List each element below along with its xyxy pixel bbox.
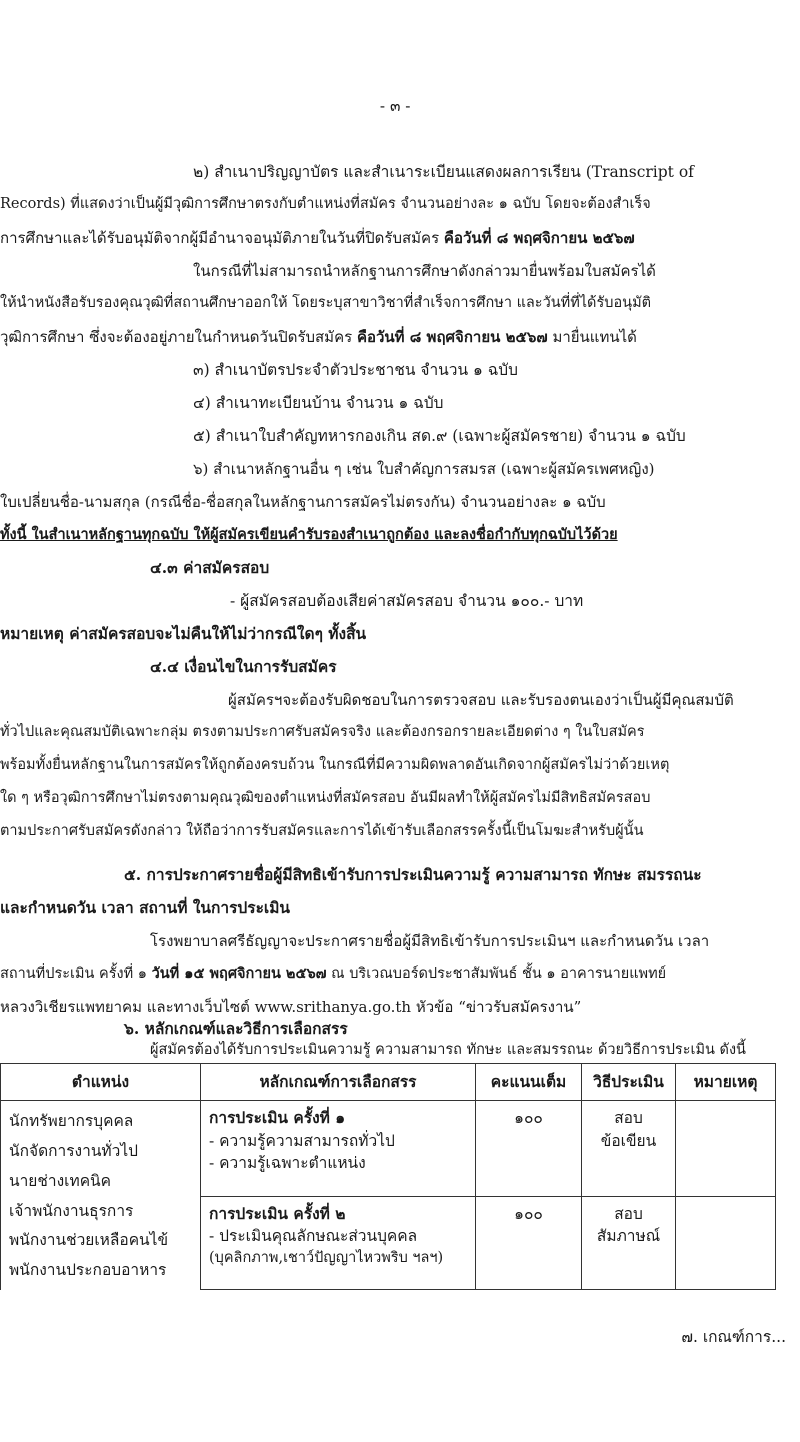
- fee-text: - ผู้สมัครสอบต้องเสียค่าสมัครสอบ จำนวน ๑๐๐.- บาท: [230, 592, 584, 610]
- certify-note: ทั้งนี้ ในสำเนาหลักฐานทุกฉบับ ให้ผู้สมัครเขียนคำรับรองสำเนาถูกต้อง และลงชื่อกำกับทุกฉบับไว้ด้วย: [0, 526, 618, 543]
- header-position: ตำแหน่ง: [1, 1064, 201, 1101]
- position-item: นักจัดการงานทั่วไป: [9, 1142, 138, 1161]
- round-1-title: การประเมิน ครั้งที่ ๑: [209, 1108, 346, 1128]
- round-2-method-line: สัมภาษณ์: [596, 1227, 661, 1246]
- item-2-line-3-text: การศึกษาและได้รับอนุมัติจากผู้มีอำนาจอนุมัติภายในวันที่ปิดรับสมัคร: [0, 229, 440, 247]
- position-item: พนักงานช่วยเหลือคนไข้: [9, 1231, 169, 1250]
- round-2-remark: [676, 1196, 776, 1290]
- section-5-line-1: โรงพยาบาลศรีธัญญาจะประกาศรายชื่อผู้มีสิทธิเข้ารับการประเมินฯ และกำหนดวัน เวลา: [150, 932, 710, 950]
- conditions-line-3: พร้อมทั้งยื่นหลักฐานในการสมัครให้ถูกต้องครบถ้วน ในกรณีที่มีความผิดพลาดอันเกิดจากผู้สมัครไม่ว่าด้วยเหตุ: [0, 757, 670, 773]
- position-item: นักทรัพยากรบุคคล: [9, 1112, 134, 1131]
- round-1-criteria-cell: [201, 1101, 476, 1196]
- alt-line-1: ในกรณีที่ไม่สามารถนำหลักฐานการศึกษาดังกล่าวมายื่นพร้อมใบสมัครได้: [193, 262, 656, 280]
- page-number: - ๓ -: [379, 97, 411, 115]
- conditions-line-2: ทั่วไปและคุณสมบัติเฉพาะกลุ่ม ตรงตามประกาศรับสมัครจริง และต้องกรอกรายละเอียดต่าง ๆ ในใบสมัคร: [0, 724, 645, 740]
- round-1-item: - ความรู้ความสามารถทั่วไป: [209, 1131, 395, 1150]
- round-2-score: ๑๐๐: [476, 1196, 582, 1290]
- item-2-line-1: ๒) สำเนาปริญญาบัตร และสำเนาระเบียนแสดงผลการเรียน (Transcript of: [193, 163, 694, 181]
- table-row: [1, 1101, 776, 1196]
- item-5: ๕) สำเนาใบสำคัญทหารกองเกิน สด.๙ (เฉพาะผู้สมัครชาย) จำนวน ๑ ฉบับ: [193, 427, 686, 445]
- section-5-heading-2: และกำหนดวัน เวลา สถานที่ ในการประเมิน: [0, 898, 291, 917]
- criteria-table: [0, 1063, 776, 1290]
- round-1-method-line: สอบ: [614, 1109, 643, 1128]
- conditions-line-5: ตามประกาศรับสมัครดังกล่าว ให้ถือว่าการรับสมัครและการได้เข้ารับเลือกสรรครั้งนี้เป็นโมฆะสำหรับผู้นั้น: [0, 823, 644, 839]
- round-2-criteria-cell: [201, 1196, 476, 1290]
- item-4: ๔) สำเนาทะเบียนบ้าน จำนวน ๑ ฉบับ: [193, 394, 444, 412]
- header-full-score: คะแนนเต็ม: [476, 1064, 582, 1101]
- continued-footer: ๗. เกณฑ์การ...: [681, 1328, 786, 1346]
- positions-cell: [1, 1101, 201, 1290]
- header-criteria: หลักเกณฑ์การเลือกสรร: [201, 1064, 476, 1101]
- conditions-line-4: ใด ๆ หรือวุฒิการศึกษาไม่ตรงตามคุณวุฒิของตำแหน่งที่สมัครสอบ อันมีผลทำให้ผู้สมัครไม่มีสิทธิสมัครสอบ: [0, 790, 651, 806]
- alt-deadline: คือวันที่ ๘ พฤศจิกายน ๒๕๖๗: [356, 328, 548, 346]
- item-3: ๓) สำเนาบัตรประจำตัวประชาชน จำนวน ๑ ฉบับ: [193, 361, 518, 379]
- item-2-line-2: Records) ที่แสดงว่าเป็นผู้มีวุฒิการศึกษาตรงกับตำแหน่งที่สมัคร จำนวนอย่างละ ๑ ฉบับ โดยจะต้องสำเร็จ: [0, 196, 651, 212]
- header-remark: หมายเหตุ: [676, 1064, 776, 1101]
- item-6-line-1: ๖) สำเนาหลักฐานอื่น ๆ เช่น ใบสำคัญการสมรส (เฉพาะผู้สมัครเพศหญิง): [193, 460, 655, 478]
- position-item: เจ้าพนักงานธุรการ: [9, 1201, 134, 1220]
- item-2-line-3: [0, 229, 635, 247]
- position-item: พนักงานประกอบอาหาร: [9, 1261, 167, 1280]
- fee-heading: ๔.๓ ค่าสมัครสอบ: [150, 558, 270, 577]
- section-5-line-3: หลวงวิเชียรแพทยาคม และทางเว็บไซต์ www.srithanya.go.th หัวข้อ “ข่าวรับสมัครงาน”: [0, 998, 582, 1016]
- section-5-line-2: [0, 965, 666, 983]
- alt-line-2: ให้นำหนังสือรับรองคุณวุฒิที่สถานศึกษาออกให้ โดยระบุสาขาวิชาที่สำเร็จการศึกษา และวันที่ที่ได้รับอนุมัติ: [0, 295, 652, 311]
- round-2-item: - ประเมินคุณลักษณะส่วนบุคคล: [209, 1227, 418, 1246]
- round-1-method-line: ข้อเขียน: [600, 1131, 657, 1150]
- round-2-title: การประเมิน ครั้งที่ ๒: [209, 1203, 346, 1223]
- item-6-line-2: ใบเปลี่ยนชื่อ-นามสกุล (กรณีชื่อ-ชื่อสกุลในหลักฐานการสมัครไม่ตรงกัน) จำนวนอย่างละ ๑ ฉบับ: [0, 493, 606, 511]
- section-5-line-2-b: ณ บริเวณบอร์ดประชาสัมพันธ์ ชั้น ๑ อาคารนายแพทย์: [331, 966, 667, 982]
- round-1-method-cell: [582, 1101, 676, 1196]
- table-header-row: [1, 1064, 776, 1101]
- section-5-heading-1: ๕. การประกาศรายชื่อผู้มีสิทธิเข้ารับการประเมินความรู้ ความสามารถ ทักษะ สมรรถนะ: [124, 865, 702, 884]
- conditions-heading: ๔.๔ เงื่อนไขในการรับสมัคร: [150, 657, 337, 676]
- round-1-score: ๑๐๐: [476, 1101, 582, 1196]
- section-5-date: วันที่ ๑๕ พฤศจิกายน ๒๕๖๗: [151, 965, 327, 982]
- header-method: วิธีประเมิน: [582, 1064, 676, 1101]
- section-6-heading: ๖. หลักเกณฑ์และวิธีการเลือกสรร: [124, 1019, 348, 1038]
- fee-remark: หมายเหตุ ค่าสมัครสอบจะไม่คืนให้ไม่ว่ากรณีใดๆ ทั้งสิ้น: [0, 624, 367, 643]
- round-2-method-cell: [582, 1196, 676, 1290]
- round-1-item: - ความรู้เฉพาะตำแหน่ง: [209, 1154, 366, 1173]
- conditions-line-1: ผู้สมัครฯจะต้องรับผิดชอบในการตรวจสอบ และรับรองตนเองว่าเป็นผู้มีคุณสมบัติ: [228, 691, 734, 709]
- item-2-deadline: คือวันที่ ๘ พฤศจิกายน ๒๕๖๗: [443, 229, 635, 247]
- round-2-item: (บุคลิกภาพ,เชาว์ปัญญาไหวพริบ ฯลฯ): [209, 1249, 444, 1266]
- position-item: นายช่างเทคนิค: [9, 1171, 112, 1190]
- round-1-remark: [676, 1101, 776, 1196]
- section-5-line-2-a: สถานที่ประเมิน ครั้งที่ ๑: [0, 966, 147, 982]
- alt-line-3: [0, 328, 637, 346]
- round-2-method-line: สอบ: [614, 1204, 643, 1223]
- section-6-intro: ผู้สมัครต้องได้รับการประเมินความรู้ ความสามารถ ทักษะ และสมรรถนะ ด้วยวิธีการประเมิน ดังนี้: [150, 1042, 746, 1058]
- alt-line-3-end: มายื่นแทนได้: [552, 328, 637, 346]
- alt-line-3-text: วุฒิการศึกษา ซึ่งจะต้องอยู่ภายในกำหนดวันปิดรับสมัคร: [0, 328, 353, 346]
